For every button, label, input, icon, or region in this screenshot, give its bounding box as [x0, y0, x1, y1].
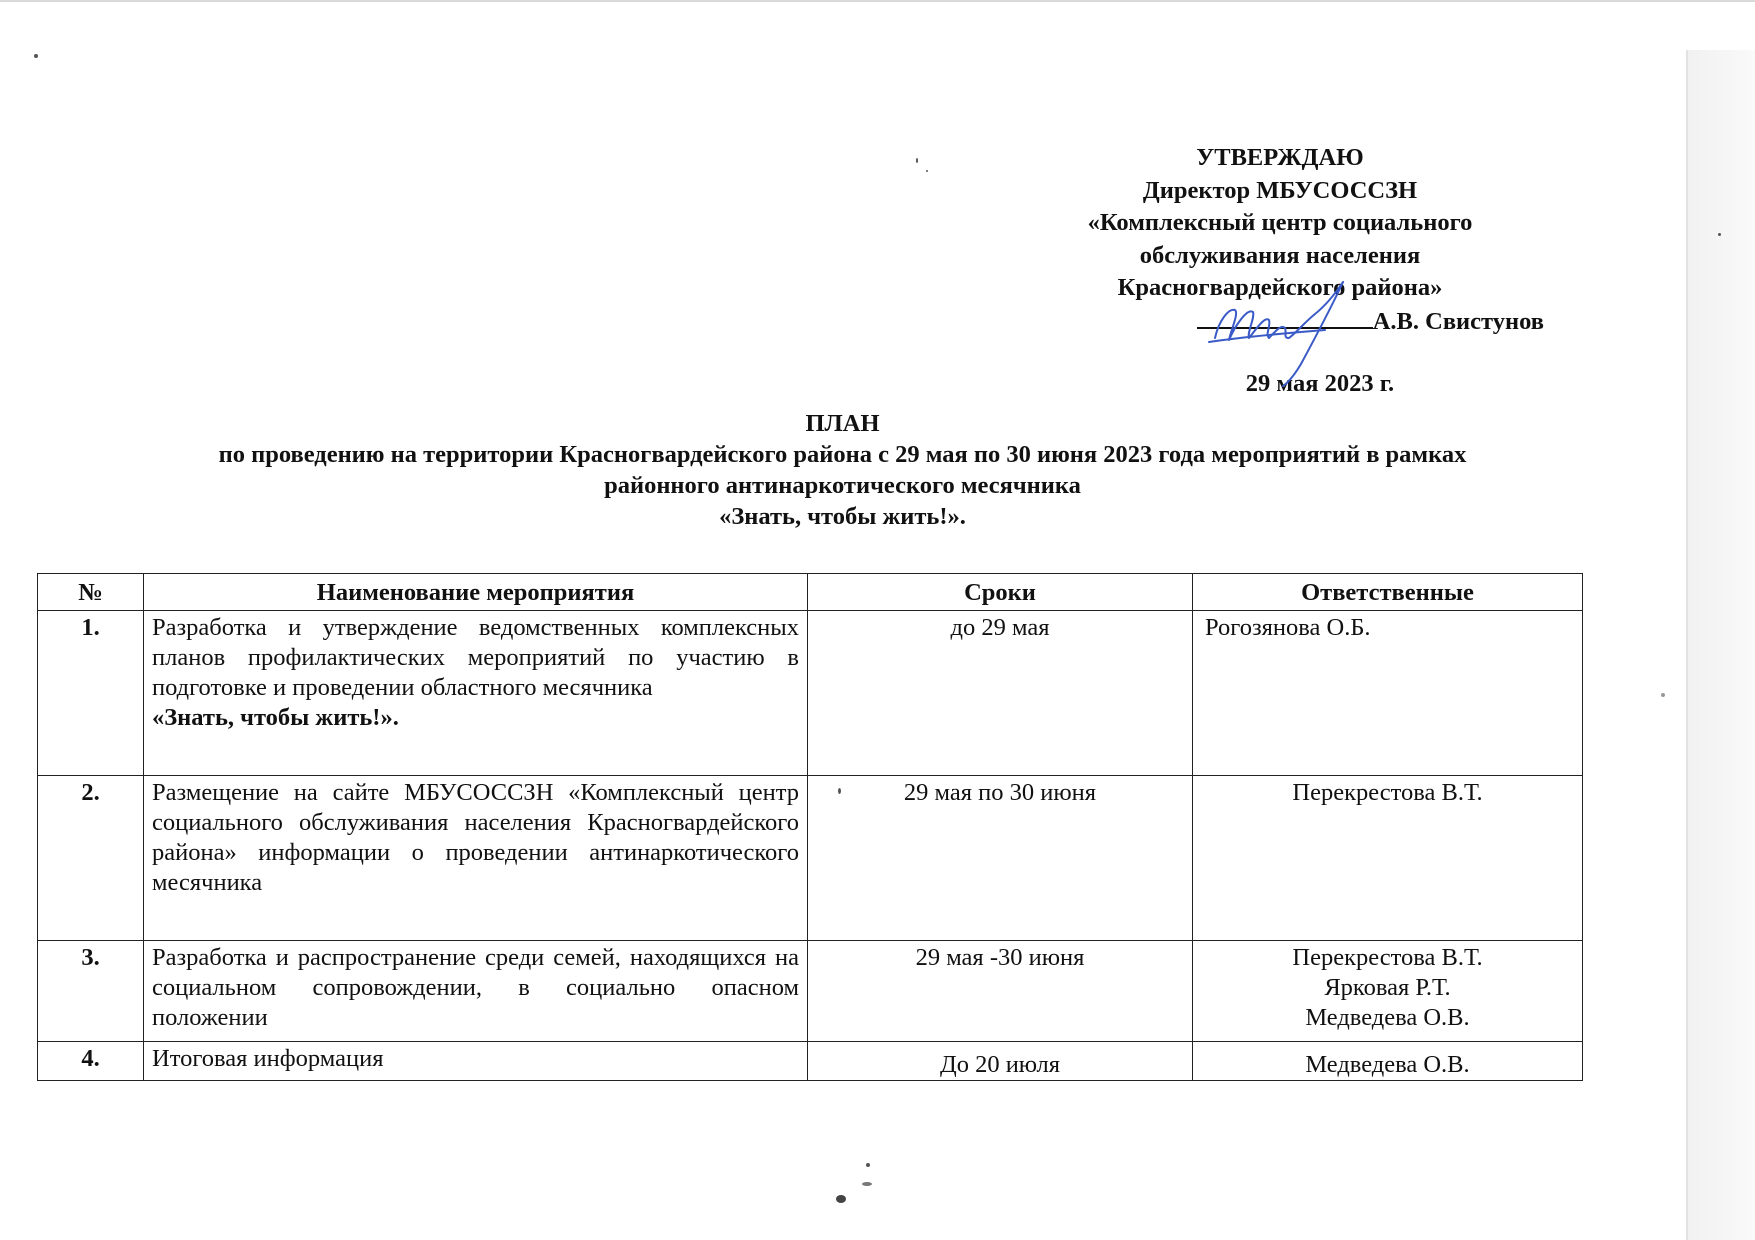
responsible-person: Перекрестова В.Т.	[1292, 944, 1483, 971]
scan-speck	[1718, 233, 1721, 236]
scan-speck	[862, 1182, 872, 1186]
row-term: 29 мая по 30 июня	[808, 776, 1193, 941]
table-row	[38, 941, 1583, 1042]
row-term: 29 мая -30 июня	[808, 941, 1193, 1042]
row-number: 3.	[38, 941, 144, 1042]
row-event-name-text: Разработка и утверждение ведомственных комплексных планов профилактических мероприятий по участию в подготовке и проведении областного месячника	[152, 614, 799, 701]
approval-org-line-1: «Комплексный центр социального	[1087, 209, 1473, 236]
title-line-3: «Знать, чтобы жить!».	[719, 503, 966, 530]
title-line-2: районного антинаркотического месячника	[604, 472, 1081, 499]
scan-top-edge	[0, 0, 1755, 2]
row-number: 2.	[38, 776, 144, 941]
row-number: 4.	[38, 1042, 144, 1081]
responsible-person: Рогозянова О.Б.	[1205, 614, 1371, 641]
plan-table	[37, 573, 1583, 1081]
responsible-person: Ярковая Р.Т.	[1324, 974, 1451, 1001]
responsible-person: Перекрестова В.Т.	[1292, 779, 1483, 806]
row-responsible	[1193, 1042, 1583, 1081]
table-row	[38, 1042, 1583, 1081]
approval-position: Директор МБУСОССЗН	[1142, 176, 1418, 204]
responsible-person: Медведева О.В.	[1305, 1004, 1470, 1031]
scan-speck	[1661, 693, 1665, 697]
title-line-1: по проведению на территории Красногвардейского района с 29 мая по 30 июня 2023 года мероприятий в рамках	[218, 441, 1467, 468]
scan-speck	[916, 158, 918, 163]
row-event-name-bold: «Знать, чтобы жить!».	[152, 704, 399, 731]
approval-heading: УТВЕРЖДАЮ	[1196, 144, 1364, 171]
document-title	[40, 408, 1645, 532]
row-event-name: Размещение на сайте МБУСОССЗН «Комплексный центр социального обслуживания населения Красногвардейского района» информации о проведении антинаркотического месячника	[144, 776, 808, 941]
scan-right-edge	[1686, 50, 1755, 1240]
header-responsible: Ответственные	[1193, 574, 1583, 611]
title-heading: ПЛАН	[805, 410, 880, 437]
scan-speck	[866, 1163, 870, 1167]
row-event-name: Разработка и распространение среди семей, находящихся на социальном сопровождении, в социально опасном положении	[144, 941, 808, 1042]
handwritten-signature	[1205, 268, 1355, 388]
header-term: Сроки	[808, 574, 1193, 611]
responsible-person: Медведева О.В.	[1305, 1051, 1470, 1078]
table-row	[38, 611, 1583, 776]
row-number: 1.	[38, 611, 144, 776]
table-header-row	[38, 574, 1583, 611]
scan-speck	[926, 170, 928, 172]
approval-org-line-2: обслуживания населения	[1139, 241, 1421, 269]
row-term: До 20 июля	[808, 1042, 1193, 1081]
approval-signatory: А.В. Свистунов	[1372, 307, 1544, 335]
row-event-name: Итоговая информация	[144, 1042, 808, 1081]
row-responsible	[1193, 776, 1583, 941]
approval-org-line-3: Красногвардейского района»	[1117, 274, 1443, 301]
row-responsible	[1193, 611, 1583, 776]
row-event-name	[144, 611, 808, 776]
header-number: №	[38, 574, 144, 611]
row-term: до 29 мая	[808, 611, 1193, 776]
scan-speck	[836, 1195, 846, 1203]
table-row	[38, 776, 1583, 941]
approval-date: 29 мая 2023 г.	[1245, 370, 1395, 397]
scan-speck	[34, 54, 38, 58]
header-name: Наименование мероприятия	[144, 574, 808, 611]
row-responsible	[1193, 941, 1583, 1042]
